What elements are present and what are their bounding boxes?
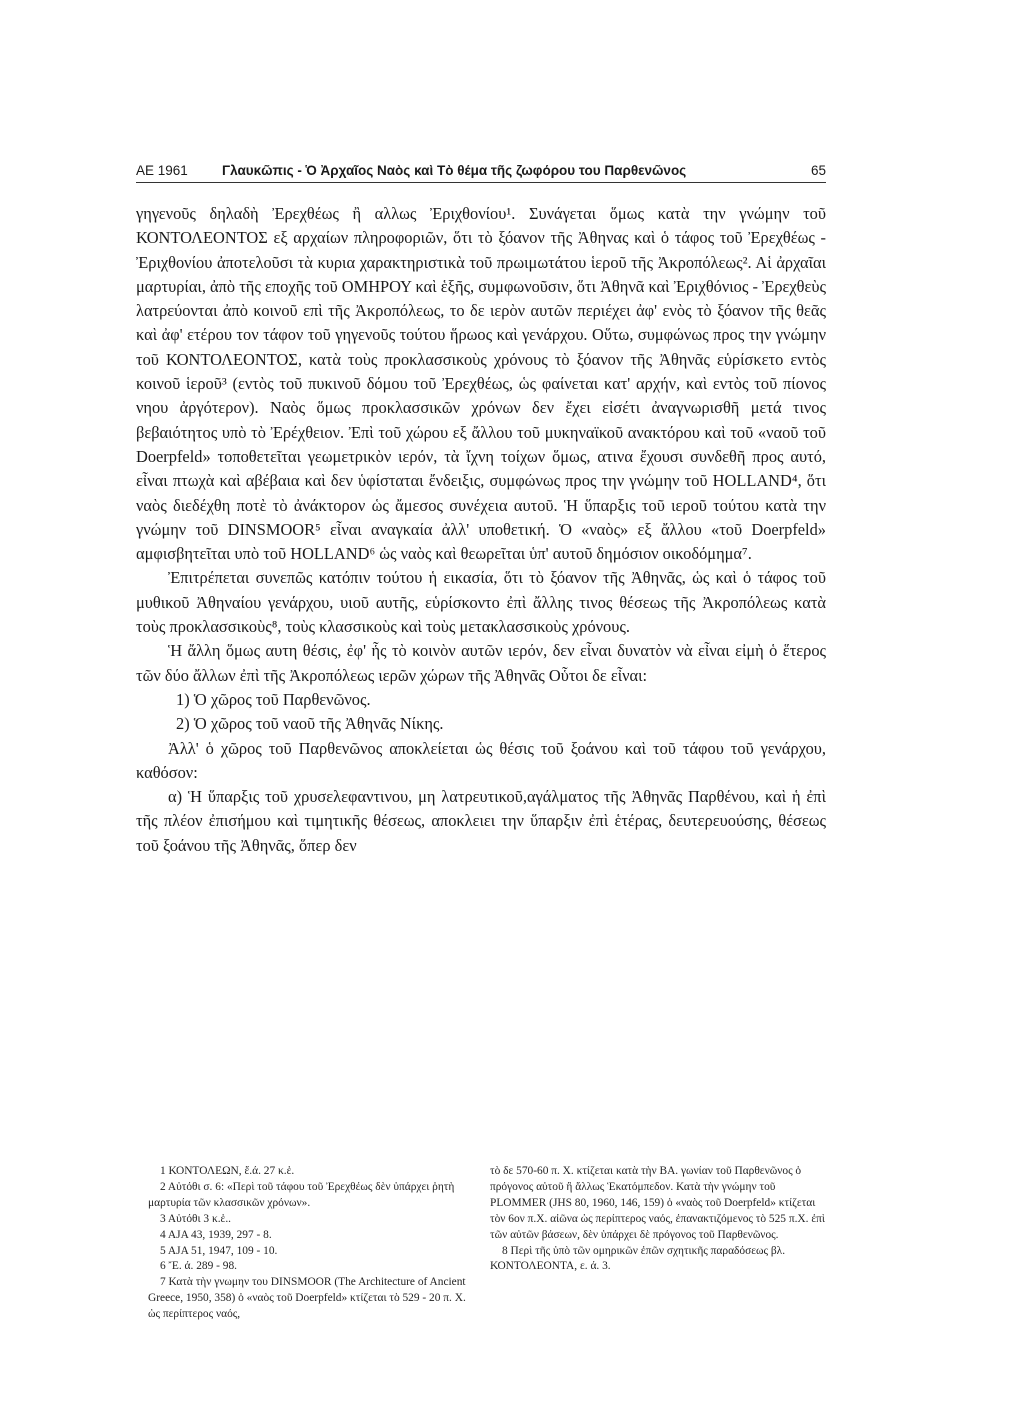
footnote: 4 AJA 43, 1939, 297 - 8.	[160, 1228, 272, 1241]
journal-label: ΑΕ 1961	[136, 163, 188, 178]
list-item-a: α) Ἡ ὕπαρξις τοῦ χρυσελεφαντινου, μη λατρευτικοῦ,αγάλματος τῆς Ἀθηνᾶς Παρθένου, καὶ ἡ ἐπὶ τῆς πλέον ἐπισήμου καὶ τιμητικῆς θέσεως, αποκλειει την ὕπαρξιν ἐπὶ ἑτέρας, δευτερευούσης, θέσεως τοῦ ξοάνου τῆς Ἀθηνᾶς, ὅπερ δεν	[136, 787, 826, 855]
footnote-continuation: τὸ δε 570-60 π. Χ. κτίζεται κατὰ τὴν ΒΑ. γωνίαν τοῦ Παρθενῶνος ὁ πρόγονος αὐτοῦ ἢ ἄλλως Ἑκατόμπεδον. Κατὰ τὴν γνώμην τοῦ PLOMMER (JHS 80, 1960, 146, 159) ὁ «ναὸς τοῦ Doerpfeld» κτίζεται τὸν 6ον π.Χ. αἰῶνα ὡς περίπτερος ναός, ἐπανακτιζόμενος τὸ 525 π.Χ. ἐπὶ τῶν αὐτῶν βάσεων, δὲν ὑπάρχει δὲ πρόγονος τοῦ Παρθενῶνος.	[490, 1165, 825, 1241]
footnotes-left-column	[148, 1164, 478, 1323]
footnote: 2 Αὐτόθι σ. 6: «Περὶ τοῦ τάφου τοῦ Ἐρεχθέως δὲν ὑπάρχει ῥητὴ μαρτυρία τῶν κλασσικῶν χρόνων».	[148, 1180, 455, 1209]
main-text	[136, 202, 826, 858]
footnote: 5 AJA 51, 1947, 109 - 10.	[160, 1244, 278, 1257]
header-rule	[136, 182, 826, 183]
paragraph: Ἡ ἄλλη ὅμως αυτη θέσις, ἐφ' ἧς τὸ κοινὸν αυτῶν ιερόν, δεν εἶναι δυνατὸν νὰ εἶναι εἰμὴ ὁ ἕτερος τῶν δύο ἄλλων ἐπὶ τῆς Ἀκροπόλεως ιερῶν χώρων τῆς Ἀθηνᾶς Οὗτοι δε εἶναι:	[136, 641, 826, 685]
running-header	[136, 161, 826, 183]
footnote: 3 Αὐτόθι 3 κ.ἑ..	[160, 1212, 232, 1225]
running-title: Γλαυκῶπις - Ὁ Ἀρχαῖος Ναὸς καὶ Τὸ θέμα τῆς ζωφόρου του Παρθενῶνος	[222, 163, 687, 178]
list-item: 1) Ὁ χῶρος τοῦ Παρθενῶνος.	[176, 689, 371, 709]
paragraph: Ἀλλ' ὁ χῶρος τοῦ Παρθενῶνος αποκλείεται ὡς θέσις τοῦ ξοάνου καὶ τοῦ τάφου τοῦ γενάρχου, καθόσον:	[136, 738, 826, 782]
paragraph: Ἐπιτρέπεται συνεπῶς κατόπιν τούτου ἡ εικασία, ὅτι τὸ ξόανον τῆς Ἀθηνᾶς, ὡς καὶ ὁ τάφος τοῦ μυθικοῦ Ἀθηναίου γενάρχου, υιοῦ αυτῆς, εὑρίσκοντο ἐπὶ ἄλλης τινος θέσεως τῆς Ἀκροπόλεως κατὰ τοὺς προκλασσικοὺς⁸, τοὺς κλασσικοὺς καὶ τοὺς μετακλασσικοὺς χρόνους.	[136, 568, 826, 637]
footnotes-right-column	[490, 1164, 825, 1275]
list-item: 2) Ὁ χῶρος τοῦ ναοῦ τῆς Ἀθηνᾶς Νίκης.	[176, 714, 444, 734]
footnote: 7 Κατὰ τὴν γνωμην του DINSMOOR (The Architecture of Ancient Greece, 1950, 358) ὁ «ναὸς τοῦ Doerpfeld» κτίζεται τὸ 529 - 20 π. Χ. ὡς περίπτερος ναός,	[148, 1276, 466, 1321]
footnote: 8 Περὶ τῆς ὑπὸ τῶν ομηρικῶν ἐπῶν σχητικῆς παραδόσεως βλ. ΚΟΝΤΟΛΕΟΝΤΑ, ε. ά. 3.	[490, 1244, 786, 1273]
footnote: 1 ΚΟΝΤΟΛΕΩΝ, ἔ.ά. 27 κ.ἑ.	[160, 1165, 295, 1177]
page-number: 65	[810, 163, 826, 178]
paragraph: γηγενοῦς δηλαδὴ Ἐρεχθέως ἢ αλλως Ἐριχθονίου¹. Συνάγεται ὅμως κατὰ την γνώμην τοῦ ΚΟΝΤΟΛΕΟΝΤΟΣ εξ αρχαίων πληροφοριῶν, ὅτι τὸ ξόανον τῆς Ἀθηνας καὶ ὁ τάφος τοῦ Ἐρεχθέως - Ἐριχθονίου ἀποτελοῦσι τὰ κυρια χαρακτηριστικὰ τοῦ πρωιμωτάτου ἱεροῦ τῆς Ἀκροπόλεως². Αἱ ἀρχαῖαι μαρτυρίαι, ἀπὸ τῆς εποχῆς τοῦ ΟΜΗΡΟΥ καὶ ἑξῆς, συμφωνοῦσιν, ὅτι Ἀθηνᾶ καὶ Ἐριχθόνιος - Ἐρεχθεὺς λατρεύονται ἀπὸ κοινοῦ επὶ τῆς Ἀκροπόλεως, το δε ιερὸν αυτῶν περιέχει ἀφ' ενὸς τὸ ξόανον τῆς θεᾶς καὶ ἀφ' ετέρου τον τάφον τοῦ γηγενοῦς τούτου ἥρωος καὶ γενάρχου. Οὕτω, συμφώνως προς την γνώμην τοῦ ΚΟΝΤΟΛΕΟΝΤΟΣ, κατὰ τοὺς προκλασσικοὺς χρόνους τὸ ξόανον τῆς Ἀθηνᾶς εὑρίσκετο εντὸς κοινοῦ ἱεροῦ³ (εντὸς τοῦ πυκινοῦ δόμου τοῦ Ἐρεχθέως, ὡς φαίνεται κατ' αρχήν, καὶ εντὸς τοῦ πίονος νηου ἀργότερον). Ναὸς ὅμως προκλασσικῶν χρόνων δεν ἔχει εἰσέτι ἀναγνωρισθῆ μετά τινος βεβαιότητος υπὸ τὸ Ἐρέχθειον. Ἐπὶ τοῦ χώρου εξ ἄλλου τοῦ μυκηναϊκοῦ ανακτόρου καὶ τοῦ «ναοῦ τοῦ Doerpfeld» τοποθετεῖται γεωμετρικὸν ιερόν, τὰ ἴχνη τοίχων ὅμως, ατινα ἔχουσι συνδεθῆ προς αυτό, εἶναι πτωχὰ καὶ αβέβαια καὶ δεν ὑφίσταται ἔνδειξις, συμφώνως προς την γνώμην τοῦ HOLLAND⁴, ὅτι ναὸς διεδέχθη ποτὲ τὸ ἀνάκτορον ὡς ἄμεσος συνέχεια αυτοῦ. Ἡ ὕπαρξις τοῦ ιεροῦ τούτου κατὰ την γνώμην τοῦ DINSMOOR⁵ εἶναι αναγκαία ἀλλ' υποθετική. Ὁ «ναὸς» εξ ἄλλου «τοῦ Doerpfeld» αμφισβητεῖται υπὸ τοῦ HOLLAND⁶ ὡς ναὸς καὶ θεωρεῖται ὑπ' αυτοῦ δημόσιον οικοδόμημα⁷.	[136, 204, 826, 564]
footnote: 6 Ἔ. ά. 289 - 98.	[160, 1260, 238, 1273]
